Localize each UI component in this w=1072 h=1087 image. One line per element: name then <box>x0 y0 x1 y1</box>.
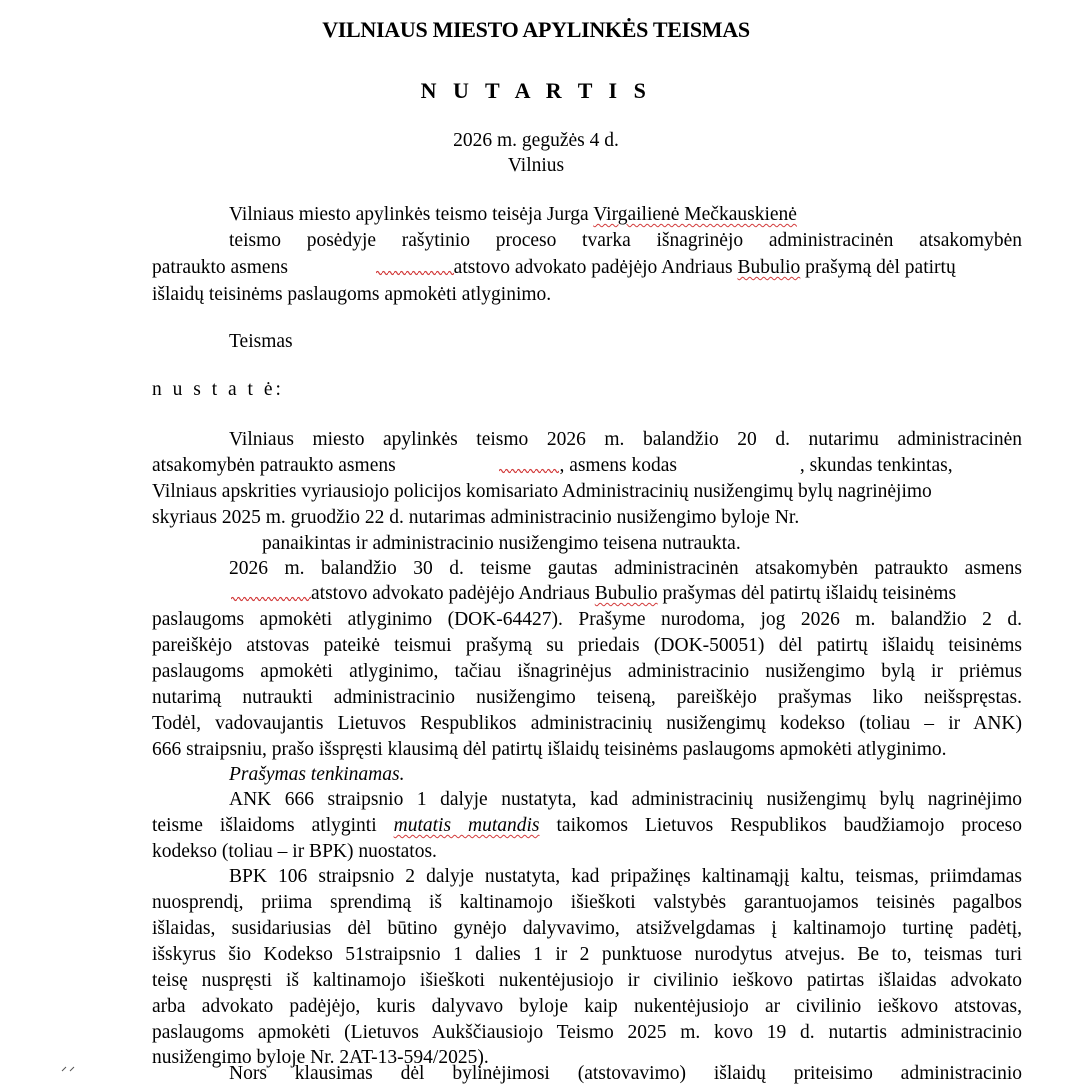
p2-line-5: paslaugoms apmokėti atlyginimo, tačiau išnagrinėjus administracinio nusižengimo bylą ir priėmus <box>152 661 1022 682</box>
p2-line-2 <box>231 581 956 607</box>
p4-line-2 <box>152 813 1022 839</box>
latin-phrase: mutatis mutandis <box>393 815 540 836</box>
intro-text: atstovo advokato padėjėjo Andriaus <box>453 257 738 278</box>
p4-line-3: kodekso (toliau – ir BPK) nuostatos. <box>152 841 437 862</box>
intro-line-1 <box>229 202 797 228</box>
redaction-squiggle <box>231 596 311 602</box>
p5-line-3: išlaidas, susidariusias dėl būtino gynėjo dalyvavimo, atsižvelgdamas į kaltinamojo turtinę padėtį, <box>152 918 1022 939</box>
p5-line-2: nuosprendį, priima sprendimą iš kaltinamojo išieškoti valstybės garantuojamos teisinės pagalbos <box>152 892 1022 913</box>
p5-line-5: teisę nuspręsti iš kaltinamojo išieškoti nukentėjusiojo ir civilinio ieškovo patirtas išlaidas advokato <box>152 970 1022 991</box>
advocate-name: Bubulio <box>737 257 801 278</box>
p5-line-8: nusižengimo byloje Nr. 2AT-13-594/2025). <box>152 1047 489 1068</box>
p2-line-7: Todėl, vadovaujantis Lietuvos Respublikos administracinių nusižengimų kodekso (toliau – ir ANK) <box>152 713 1022 734</box>
p2-text: prašymas dėl patirtų išlaidų teisinėms <box>657 583 957 604</box>
intro-line-4: išlaidų teisinėms paslaugoms apmokėti atlyginimo. <box>152 284 552 305</box>
p1-text: , asmens kodas <box>559 455 677 476</box>
advocate-name: Bubulio <box>594 583 658 604</box>
p2-line-4: pareiškėjo atstovas pateikė teismui prašymą su priedais (DOK-50051) dėl patirtų išlaidų teisinėms <box>152 635 1022 656</box>
p2-line-3: paslaugoms apmokėti atlyginimo (DOK-64427). Prašyme nurodoma, jog 2026 m. balandžio 2 d. <box>152 609 1022 630</box>
intro-text: patraukto asmens <box>152 257 288 278</box>
judge-name: Virgailienė Mečkauskienė <box>593 204 797 225</box>
p5-line-4: išskyrus šio Kodekso 51straipsnio 1 dalies 1 ir 2 punktuose nurodytus atvejus. Be to, teismas turi <box>152 944 1022 965</box>
intro-text: prašymą dėl patirtų <box>800 257 956 278</box>
p2-line-1: 2026 m. balandžio 30 d. teisme gautas administracinėn atsakomybėn patraukto asmens <box>229 558 1022 579</box>
intro-text: Vilniaus miesto apylinkės teismo teisėja Jurga <box>229 204 594 225</box>
p1-line-2 <box>152 453 953 479</box>
established-heading: n u s t a t ė: <box>152 379 284 400</box>
intro-line-3 <box>152 255 956 281</box>
p1-text: , skundas tenkintas, <box>799 455 953 476</box>
p1-text: atsakomybėn patraukto asmens <box>152 455 396 476</box>
margin-marker-icon <box>60 1066 84 1072</box>
p2-text: atstovo advokato padėjėjo Andriaus <box>311 583 595 604</box>
p1-line-5: panaikintas ir administracinio nusižengimo teisena nutraukta. <box>262 533 741 554</box>
p1-line-1: Vilniaus miesto apylinkės teismo 2026 m. balandžio 20 d. nutarimu administracinėn <box>229 429 1022 450</box>
document-place: Vilnius <box>507 155 565 176</box>
redaction-squiggle <box>376 270 454 276</box>
court-word: Teismas <box>229 331 293 352</box>
intro-line-2: teismo posėdyje rašytinio proceso tvarka išnagrinėjo administracinėn atsakomybėn <box>229 230 1022 251</box>
document-date: 2026 m. gegužės 4 d. <box>453 130 619 151</box>
p5-line-6: arba advokato padėjėjo, kuris dalyvavo byloje kaip nukentėjusiojo ar civilinio ieškovo atstovas, <box>152 996 1022 1017</box>
document-title: N U T A R T I S <box>420 78 652 103</box>
p5-line-7: paslaugoms apmokėti (Lietuvos Aukščiausiojo Teismo 2025 m. kovo 19 d. nutartis administracinio <box>152 1022 1022 1043</box>
p4-text: teisme išlaidoms atlyginti <box>152 815 394 836</box>
p4-text: taikomos Lietuvos Respublikos baudžiamojo proceso <box>539 815 1022 836</box>
request-granted: Prašymas tenkinamas. <box>229 764 405 785</box>
p6-line-1: Nors klausimas dėl bylinėjimosi (atstovavimo) išlaidų priteisimo administracinio <box>229 1063 1022 1084</box>
redaction-squiggle <box>499 468 559 474</box>
p1-line-3: Vilniaus apskrities vyriausiojo policijos komisariato Administracinių nusižengimų bylų nagrinėjimo <box>152 481 932 502</box>
p4-line-1: ANK 666 straipsnio 1 dalyje nustatyta, kad administracinių nusižengimų bylų nagrinėjimo <box>229 789 1022 810</box>
p2-line-6: nutarimą nutraukti administracinio nusižengimo teiseną, pareiškėjo prašymas liko neišspręstas. <box>152 687 1022 708</box>
p2-line-8: 666 straipsniu, prašo išspręsti klausimą dėl patirtų išlaidų teisinėms paslaugoms apmokėti atlyginimo. <box>152 739 947 760</box>
p1-line-4: skyriaus 2025 m. gruodžio 22 d. nutarimas administracinio nusižengimo byloje Nr. <box>152 507 800 528</box>
court-name: VILNIAUS MIESTO APYLINKĖS TEISMAS <box>322 17 750 42</box>
p5-line-1: BPK 106 straipsnio 2 dalyje nustatyta, kad pripažinęs kaltinamąjį kaltu, teismas, priimdamas <box>229 866 1022 887</box>
